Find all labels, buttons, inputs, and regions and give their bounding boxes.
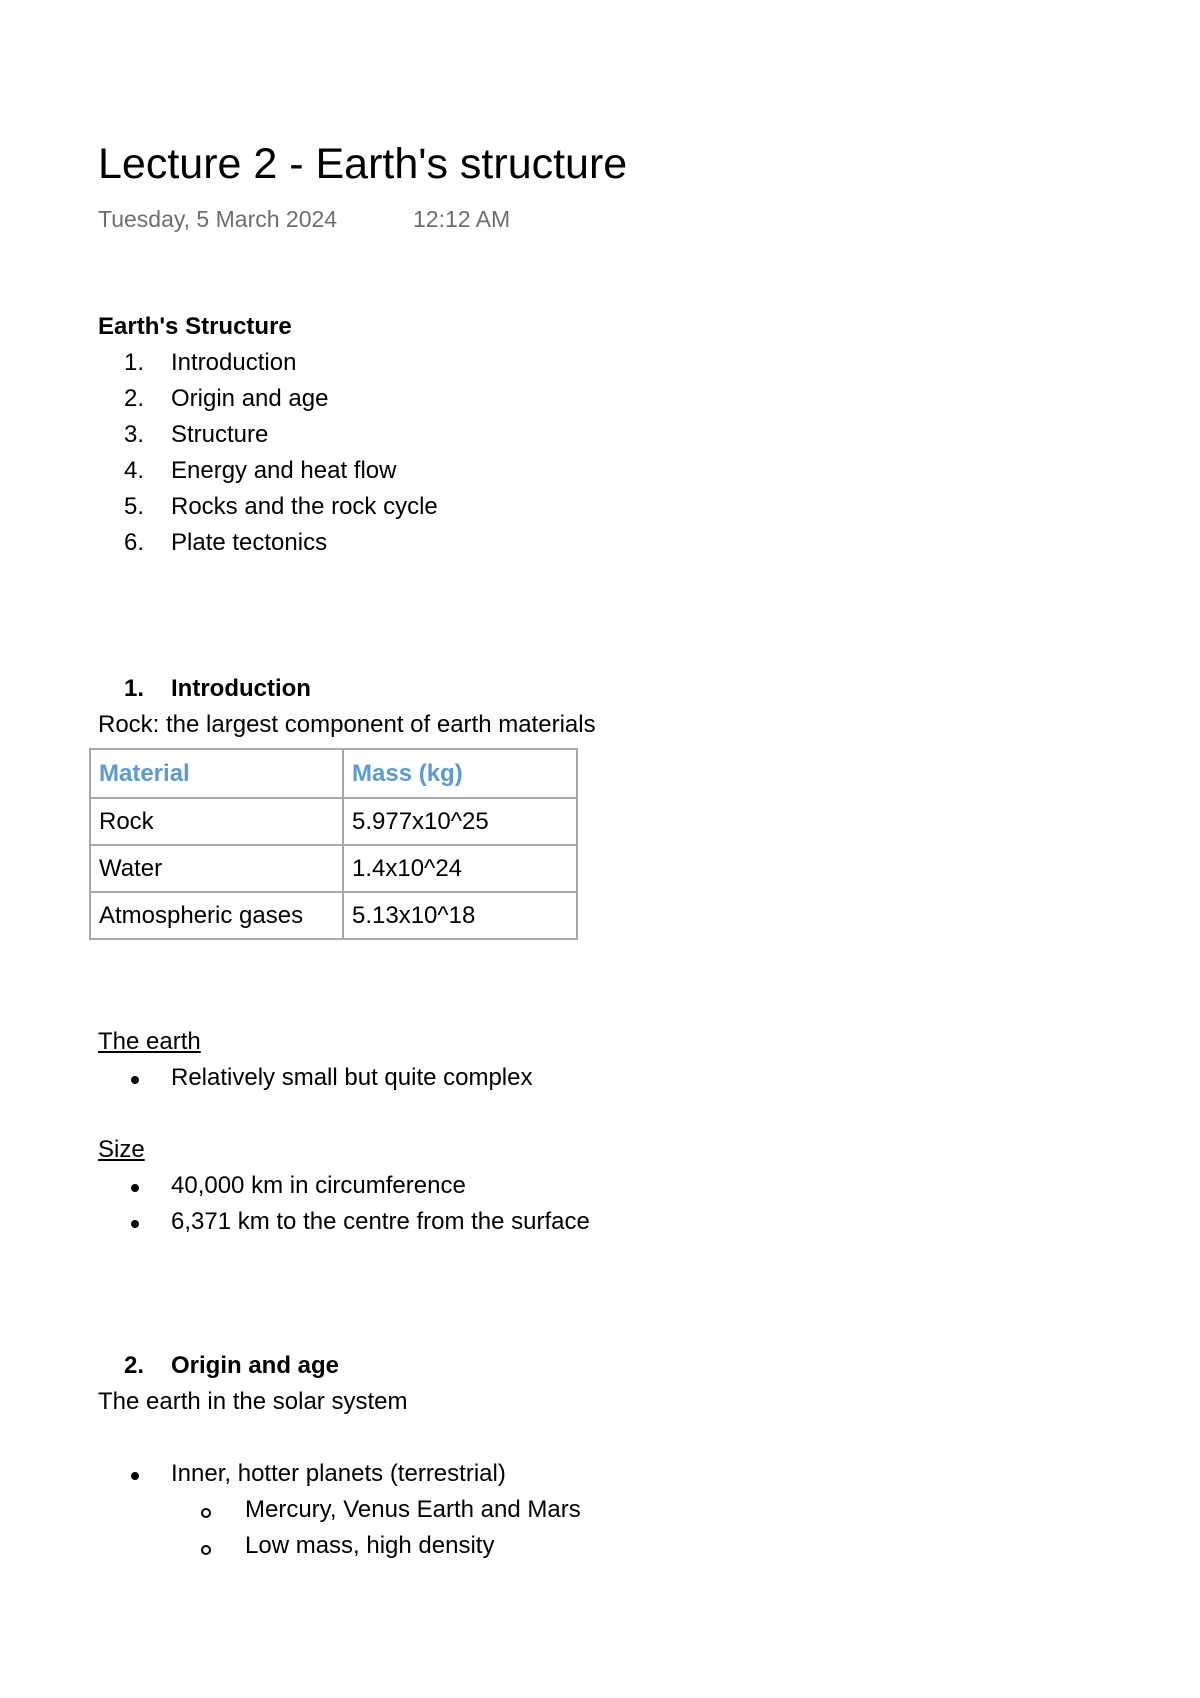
material-mass-table [89, 748, 578, 940]
bullet-text: 6,371 km to the centre from the surface [171, 1208, 590, 1235]
bullet-text: 40,000 km in circumference [171, 1172, 466, 1199]
table-cell: Rock [90, 798, 343, 845]
outline-item-number: 3. [123, 421, 144, 448]
outline-item-number: 6. [123, 529, 144, 556]
outline-heading: Earth's Structure [98, 313, 292, 340]
section-heading-origin-and-age: Origin and age [171, 1352, 340, 1379]
table-cell: Water [90, 845, 343, 892]
bullet-icon [131, 1184, 139, 1192]
outline-item-plate-tectonics: Plate tectonics [171, 529, 328, 556]
section-heading-introduction: Introduction [171, 675, 311, 702]
outline-item-number: 1. [123, 349, 144, 376]
sub-bullet-icon [201, 1508, 211, 1518]
outline-item-rocks: Rocks and the rock cycle [171, 493, 438, 520]
note-time: 12:12 AM [413, 206, 511, 232]
outline-item-introduction: Introduction [171, 349, 297, 376]
outline-item-number: 2. [123, 385, 144, 412]
bullet-icon [131, 1076, 139, 1084]
table-header-row [90, 749, 577, 798]
outline-item-origin-and-age: Origin and age [171, 385, 329, 412]
subheading-size: Size [98, 1136, 145, 1163]
table-cell: Atmospheric gases [90, 892, 343, 939]
page-title: Lecture 2 - Earth's structure [98, 140, 628, 188]
sub-bullet-icon [201, 1545, 211, 1555]
outline-item-structure: Structure [171, 421, 269, 448]
bullet-icon [131, 1220, 139, 1228]
table-row [90, 798, 577, 845]
bullet-text: Relatively small but quite complex [171, 1064, 533, 1091]
section-intro-text: The earth in the solar system [98, 1388, 408, 1415]
bullet-text: Inner, hotter planets (terrestrial) [171, 1460, 506, 1487]
section-number: 1. [123, 675, 144, 702]
table-header-material: Material [90, 749, 343, 798]
subheading-the-earth: The earth [98, 1028, 201, 1055]
table-cell: 1.4x10^24 [343, 845, 577, 892]
bullet-icon [131, 1472, 139, 1480]
table-cell: 5.13x10^18 [343, 892, 577, 939]
table-header-mass: Mass (kg) [343, 749, 577, 798]
outline-item-energy: Energy and heat flow [171, 457, 397, 484]
table-cell: 5.977x10^25 [343, 798, 577, 845]
outline-item-number: 4. [123, 457, 144, 484]
section-intro-text: Rock: the largest component of earth materials [98, 711, 596, 738]
section-number: 2. [123, 1352, 144, 1379]
table-row [90, 892, 577, 939]
sub-bullet-text: Low mass, high density [245, 1532, 495, 1559]
sub-bullet-text: Mercury, Venus Earth and Mars [245, 1496, 581, 1523]
outline-item-number: 5. [123, 493, 144, 520]
note-date: Tuesday, 5 March 2024 [98, 206, 338, 232]
table-row [90, 845, 577, 892]
